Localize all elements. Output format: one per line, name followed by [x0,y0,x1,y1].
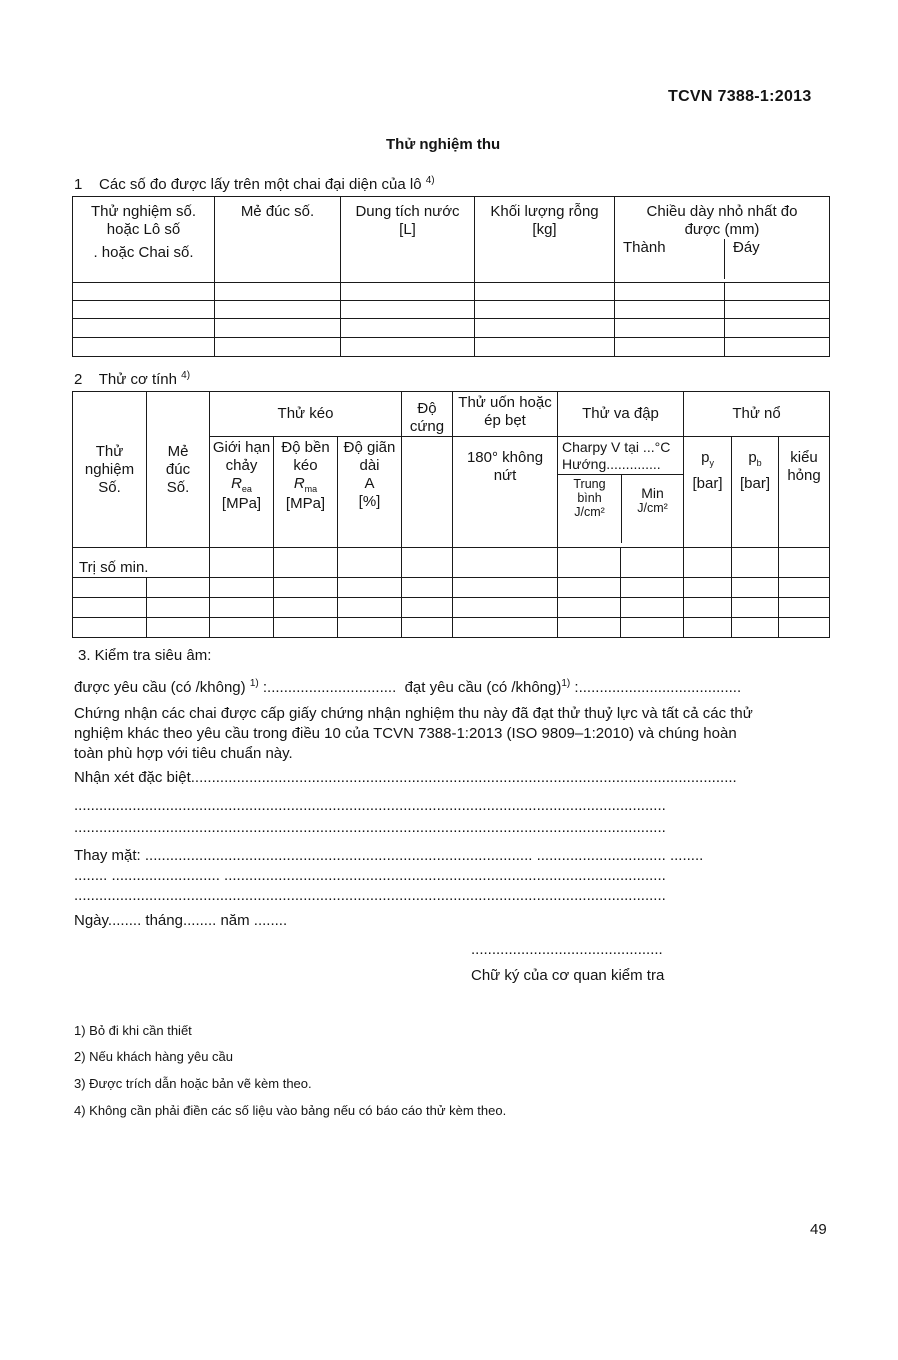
footnote-1: 1) Bỏ đi khi cần thiết [74,1023,192,1038]
on-behalf-label: Thay mặt: [74,847,141,864]
min-value-label: Trị số min. [73,548,210,578]
certification-line: nghiệm khác theo yêu cầu trong điều 10 của TCVN 7388-1:2013 (ISO 9809–1:2010) và chúng hoàn [74,725,737,742]
col-hardness: Độ cứng [402,392,453,437]
section-3-heading: 3. Kiểm tra siêu âm: [78,647,212,664]
remarks-fill: ................................................................................................................................... [190,769,737,786]
col-test-no: Thử nghiệm số. hoặc Lô số . hoặc Chai số. [73,197,215,283]
ultrasonic-line: được yêu cầu (có /không) $^{1)}$ :............................... đạt yêu cầu (có /không)$^{1)}$ :....................................... [74,678,742,696]
col-elongation: Độ giãn dài A [%] [338,437,402,548]
remarks-dotted-line: .............................................................................................................................................. [74,819,666,836]
table-row [73,319,830,338]
on-behalf-fill: ............................................................................................. ............................... ........ [140,847,704,864]
col-yield-strength: Giới hạn chảy $R_{ea}$ [MPa] [210,437,274,548]
footnote-2: 2) Nếu khách hàng yêu cầu [74,1049,233,1064]
section-1-heading [74,175,435,193]
section-2-title: Thử cơ tính [98,371,177,388]
col-impact-test: Thử va đập [558,392,684,437]
remarks-label: Nhận xét đặc biệt [74,769,191,786]
measurements-table [72,196,830,357]
col-charpy: Charpy V tại ...°C Hướng.............. Trung bình J/cm² Min J/cm² [558,437,684,548]
required-label: được yêu cầu (có /không) [74,679,246,696]
col-tensile-test: Thử kéo [210,392,402,437]
table-row [73,578,830,598]
date-line: Ngày........ tháng........ năm ........ [74,912,288,929]
passed-fill: :....................................... [570,679,742,696]
page-number: 49 [810,1221,827,1238]
col-tensile-strength: Độ bền kéo $R_{ma}$ [MPa] [274,437,338,548]
passed-label: đạt yêu cầu (có /không) [404,679,562,696]
section-1-title: Các số đo được lấy trên một chai đại diện của lô [99,176,422,193]
col-cast-number: Mẻ đúc Số. [147,392,210,548]
section-2-heading [74,370,190,388]
section-1-number: 1 [74,176,83,193]
section-2-footnote-ref: 4) [181,370,191,381]
section-2-number: 2 [74,371,83,388]
certification-paragraph [74,704,753,764]
col-bend-test: Thử uốn hoặc ép bẹt [453,392,558,437]
measurements-header-row [73,197,830,283]
on-behalf-dotted-line: .............................................................................................................................................. [74,887,666,904]
col-min-thickness: Chiều dày nhỏ nhất đo được (mm) Thành Đáy [615,197,830,283]
mechanical-tests-table [72,391,830,638]
table-row [73,301,830,319]
mechanical-header-row-1 [73,392,830,437]
table-row [73,283,830,301]
col-bend-result: 180° không nứt [453,437,558,548]
col-failure-type: kiểu hỏng [779,437,830,548]
hardness-value-cell [402,437,453,548]
on-behalf-line [74,846,703,866]
table-row [73,598,830,618]
footnote-3: 3) Được trích dẫn hoặc bản vẽ kèm theo. [74,1076,312,1091]
col-pb: $p_b$ [bar] [732,437,779,548]
col-water-capacity: Dung tích nước [L] [341,197,475,283]
col-base: Đáy [733,239,760,256]
col-charpy-min: Min J/cm² [637,484,668,515]
certification-line: Chứng nhận các chai được cấp giấy chứng nhận nghiệm thu này đã đạt thử thuỷ lực và tất cả các thử [74,705,753,722]
min-value-row [73,548,830,578]
page-title: Thử nghiệm thu [386,136,501,153]
col-test-number: Thử nghiệm Số. [73,392,147,548]
signature-label: Chữ ký của cơ quan kiểm tra [471,967,665,984]
col-mass: Khối lượng rỗng [kg] [475,197,615,283]
col-burst-test: Thử nổ [684,392,830,437]
remarks-line [74,768,737,788]
on-behalf-dotted-line: ........ .......................... .......................................................................................................... [74,867,666,884]
table-row [73,618,830,638]
footnote-4: 4) Không cần phải điền các số liệu vào bảng nếu có báo cáo thử kèm theo. [74,1103,507,1118]
section-1-footnote-ref: 4) [425,175,435,186]
remarks-dotted-line: .............................................................................................................................................. [74,797,666,814]
col-py: $p_y$ [bar] [684,437,732,548]
col-cast-no: Mẻ đúc số. [215,197,341,283]
certification-line: toàn phù hợp với tiêu chuẩn này. [74,745,293,762]
signature-dots: .............................................. [471,941,663,958]
col-wall: Thành [615,239,725,279]
document-code: TCVN 7388-1:2013 [668,88,812,105]
table-row [73,338,830,357]
col-charpy-average: Trung bình J/cm² [558,475,622,543]
required-fill: :............................... [258,679,397,696]
